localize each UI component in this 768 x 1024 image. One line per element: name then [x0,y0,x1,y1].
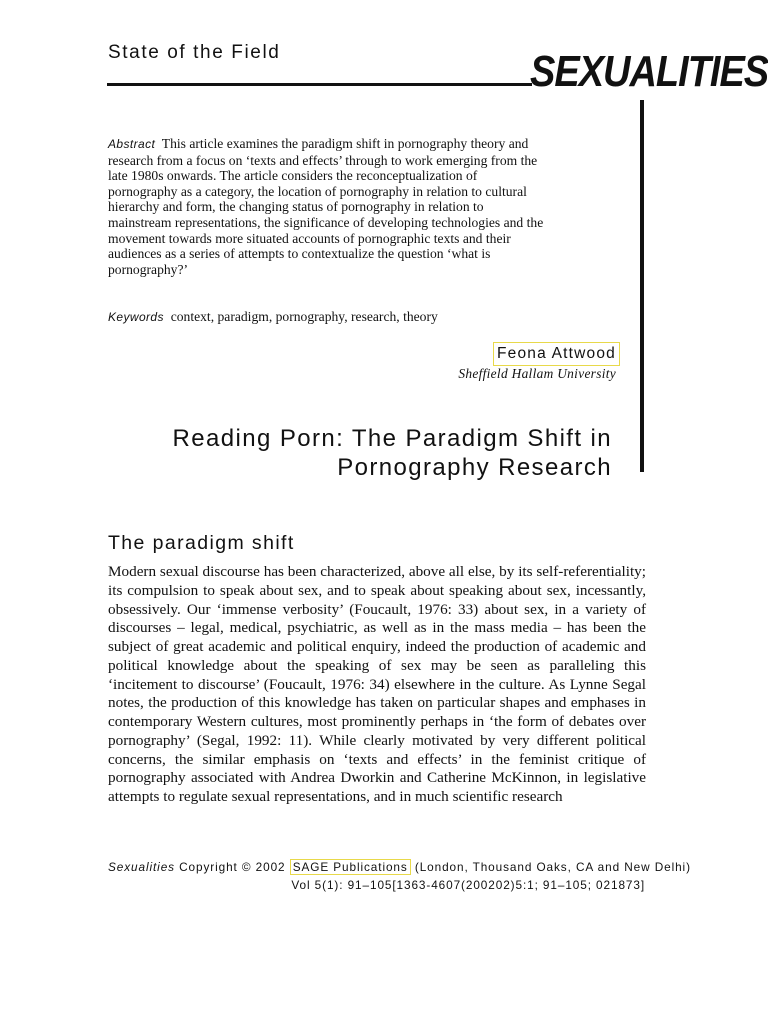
author-affiliation: Sheffield Hallam University [458,366,616,381]
abstract-text: This article examines the paradigm shift in pornography theory and research from a focus on ‘texts and effects’ through to work emerging from the late 1980s onwards. The article considers the reconceptualization of pornography as a category, the location of pornography in relation to cultural hierarchy and form, the changing status of pornography in relation to mainstream representations, the significance of developing technologies and the movement towards more situated accounts of pornographic texts and their audiences as a series of attempts to contextualize the question ‘what is pornography?’ [108,136,544,277]
article-title-line1: Reading Porn: The Paradigm Shift in [172,425,612,452]
article-title-line2: Pornography Research [337,454,612,481]
footer-locations: (London, Thousand Oaks, CA and New Delhi) [414,860,691,874]
logo-vertical-bar [640,100,644,472]
body-paragraph: Modern sexual discourse has been characterized, above all else, by its self-referentiality; its compulsion to speak about sex, and to speak about speaking about sex, incessantly, obsessively. Our ‘immense verbosity’ (Foucault, 1976: 33) about sex, in a variety of discourses – legal, medical, psychiatric, as well as in the mass media – has been the subject of great academic and political enquiry, indeed the production of academic and political knowledge about the speaking of sex may be seen as paralleling this ‘incitement to discourse’ (Foucault, 1976: 34) elsewhere in the culture. As Lynne Segal notes, the production of this knowledge has taken on particular shapes and emphases in contemporary Western cultures, most prominently perhaps in ‘the form of debates over pornography’ (Segal, 1992: 11). While clearly motivated by very different political concerns, the similar emphasis on ‘texts and effects’ in the feminist critique of pornography associated with Andrea Dworkin and Catherine McKinnon, in legislative attempts to regulate sexual representations, and in much scientific research [108,563,646,805]
footer-publisher-link[interactable]: SAGE Publications [290,859,411,875]
section-label: State of the Field [108,42,281,63]
keywords-label: Keywords [108,310,164,324]
article-title [112,424,612,482]
abstract-label: Abstract [108,137,156,151]
keywords-text: context, paradigm, pornography, research, theory [170,309,438,324]
author-name[interactable]: Feona Attwood [493,342,620,366]
abstract [108,136,544,277]
journal-logo: SEXUALITIES [530,48,768,97]
footer-copyright: Copyright © 2002 [179,860,286,874]
keywords [108,309,608,325]
footer-copyright-line [108,860,691,874]
section-heading: The paradigm shift [108,532,295,554]
footer-journal-name: Sexualities [108,860,175,874]
footer-citation: Vol 5(1): 91–105[1363-4607(200202)5:1; 91–105; 021873] [291,878,645,892]
header-rule [107,83,532,86]
